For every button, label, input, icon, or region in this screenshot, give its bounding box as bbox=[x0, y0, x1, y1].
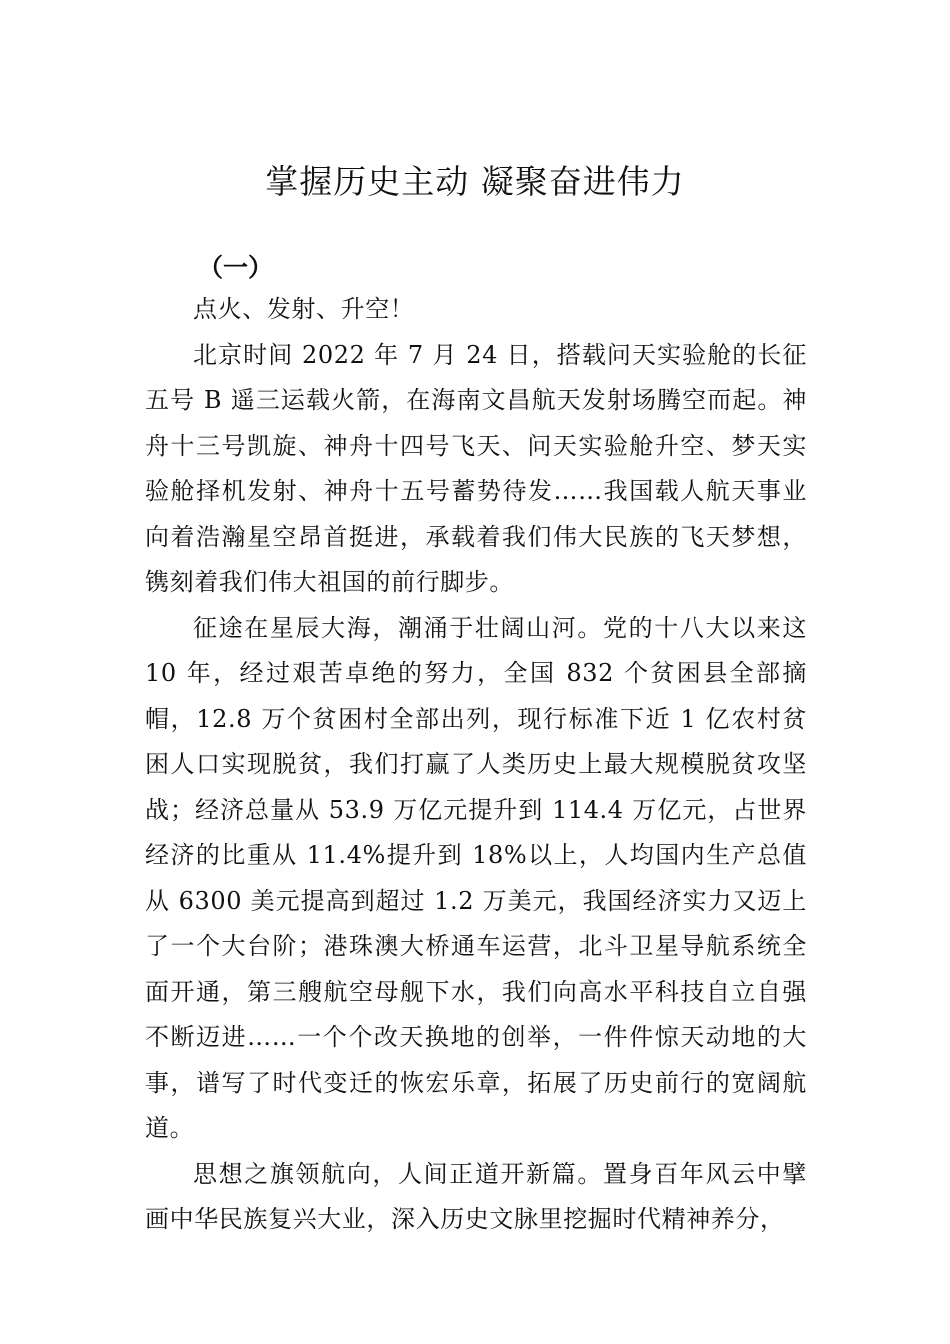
paragraph: 北京时间 2022 年 7 月 24 日，搭载问天实验舱的长征五号 B 遥三运载火箭，在海南文昌航天发射场腾空而起。神舟十三号凯旋、神舟十四号飞天、问天实验舱升空、梦天实验舱择机发射、神舟十五号蓄势待发……我国载人航天事业向着浩瀚星空昂首挺进，承载着我们伟大民族的飞天梦想，镌刻着我们伟大祖国的前行脚步。 bbox=[145, 340, 807, 596]
paragraph: 思想之旗领航向，人间正道开新篇。置身百年风云中擘画中华民族复兴大业，深入历史文脉里挖掘时代精神养分， bbox=[145, 1159, 807, 1233]
document-body bbox=[145, 287, 807, 1243]
paragraph: 征途在星辰大海，潮涌于壮阔山河。党的十八大以来这 10 年，经过艰苦卓绝的努力，全国 832 个贫困县全部摘帽，12.8 万个贫困村全部出列，现行标准下近 1 亿农村贫困人口实现脱贫，我们打赢了人类历史上最大规模脱贫攻坚战；经济总量从 53.9 万亿元提升到 114.4 万亿元，占世界经济的比重从 11.4%提升到 18%以上，人均国内生产总值从 6300 美元提高到超过 1.2 万美元，我国经济实力又迈上了一个大台阶；港珠澳大桥通车运营，北斗卫星导航系统全面开通，第三艘航空母舰下水，我们向高水平科技自立自强不断迈进……一个个改天换地的创举，一件件惊天动地的大事，谱写了时代变迁的恢宏乐章，拓展了历史前行的宽阔航道。 bbox=[145, 613, 807, 1142]
paragraph: 点火、发射、升空！ bbox=[193, 295, 415, 323]
section-heading: （一） bbox=[198, 253, 274, 282]
document-title: 掌握历史主动 凝聚奋进伟力 bbox=[265, 162, 685, 201]
